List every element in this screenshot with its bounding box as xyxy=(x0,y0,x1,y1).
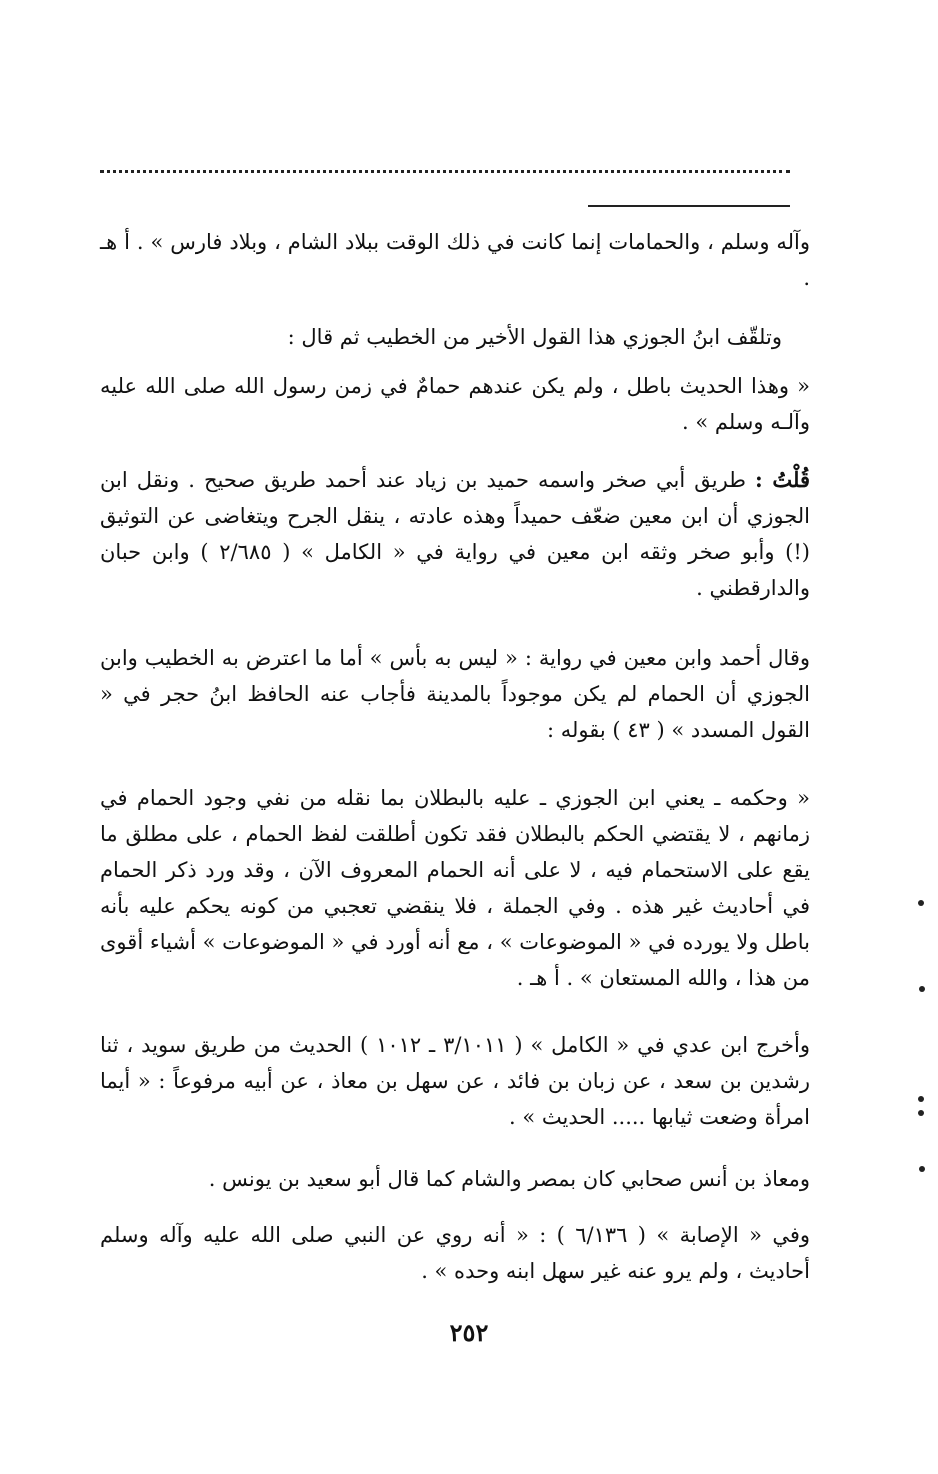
paragraph-9: وفي « الإصابة » ( ٦/١٣٦ ) : « أنه روي عن النبي صلى الله عليه وآله وسلم أحاديث ، ولم يرو عنه غير سهل ابنه وحده » . xyxy=(100,1223,810,1283)
margin-dot xyxy=(919,986,925,992)
margin-dot xyxy=(918,900,924,906)
paragraph-2: وتلقّف ابنُ الجوزي هذا القول الأخير من الخطيب ثم قال : xyxy=(287,325,782,349)
paragraph-4 xyxy=(100,462,810,606)
paragraph-7: وأخرج ابن عدي في « الكامل » ( ٣/١٠١١ ـ ١٠١٢ ) الحديث من طريق سويد ، ثنا رشدين بن سعد ، عن زبان بن فائد ، عن سهل بن معاذ ، عن أبيه مرفوعاً : « أيما امرأة وضعت ثيابها ..... الحديث » . xyxy=(100,1033,810,1129)
margin-dot xyxy=(918,1110,924,1116)
dotted-separator xyxy=(100,170,790,173)
paragraph-4-text: طريق أبي صخر واسمه حميد بن زياد عند أحمد طريق صحيح . ونقل ابن الجوزي أن ابن معين ضعّف حميداً وهذه عادته ، ينقل الجرح ويتغاضى عن التوثيق (!) وأبو صخر وثقه ابن معين في رواية في « الكامل » ( ٢/٦٨٥ ) وابن حبان والدارقطني . xyxy=(100,468,810,600)
footnote-rule xyxy=(588,205,790,207)
paragraph-3: « وهذا الحديث باطل ، ولم يكن عندهم حمامٌ في زمن رسول الله صلى الله عليه وآلـه وسلم » . xyxy=(100,374,810,434)
paragraph-5: وقال أحمد وابن معين في رواية : « ليس به بأس » أما ما اعترض به الخطيب وابن الجوزي أن الحمام لم يكن موجوداً بالمدينة فأجاب عنه الحافظ ابنُ حجر في « القول المسدد » ( ٤٣ ) بقوله : xyxy=(100,646,810,742)
paragraph-6: « وحكمه ـ يعني ابن الجوزي ـ عليه بالبطلان بما نقله من نفي وجود الحمام في زمانهم ، لا يقتضي الحكم بالبطلان فقد تكون أطلقت لفظ الحمام ، على مطلق ما يقع على الاستحمام فيه ، لا على أنه الحمام المعروف الآن ، وقد ورد ذكر الحمام في أحاديث غير هذه . وفي الجملة ، فلا ينقضي تعجبي من كونه يحكم عليه بأنه باطل ولا يورده في « الموضوعات » ، مع أنه أورد في « الموضوعات » أشياء أقوى من هذا ، والله المستعان » . أ هـ . xyxy=(100,786,811,990)
margin-dot xyxy=(919,1166,925,1172)
page-number: ٢٥٢ xyxy=(449,1318,489,1347)
paragraph-1: وآله وسلم ، والحمامات إنما كانت في ذلك الوقت ببلاد الشام ، وبلاد فارس » . أ هـ . xyxy=(100,230,810,290)
paragraph-8: ومعاذ بن أنس صحابي كان بمصر والشام كما قال أبو سعيد بن يونس . xyxy=(208,1167,810,1191)
qultu-keyword: قُلْتُ : xyxy=(754,467,810,492)
margin-dot xyxy=(918,1096,924,1102)
